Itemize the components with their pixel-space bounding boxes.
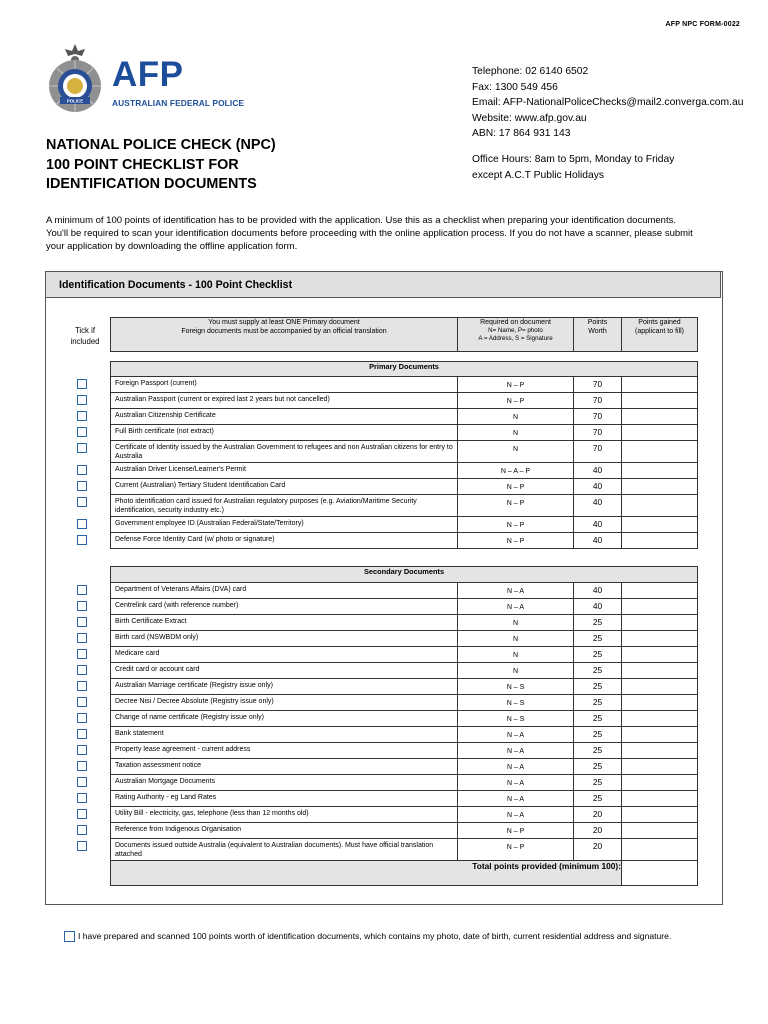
points-gained-field[interactable] bbox=[622, 409, 698, 425]
points-gained-field[interactable] bbox=[622, 711, 698, 727]
document-name: Australian Marriage certificate (Registry issue only) bbox=[111, 679, 458, 695]
doc-column-header bbox=[111, 318, 458, 352]
gained-col-line-1: Points gained bbox=[638, 319, 681, 326]
document-name: Decree Nisi / Decree Absolute (Registry issue only) bbox=[111, 695, 458, 711]
table-row bbox=[111, 409, 698, 425]
table-row bbox=[111, 823, 698, 839]
points-worth: 20 bbox=[574, 807, 622, 823]
required-fields: N – P bbox=[458, 377, 574, 393]
points-col-line-1: Points bbox=[587, 319, 608, 326]
points-worth: 25 bbox=[574, 631, 622, 647]
document-name: Foreign Passport (current) bbox=[111, 377, 458, 393]
required-fields: N – A – P bbox=[458, 463, 574, 479]
tick-checkbox[interactable] bbox=[77, 585, 87, 595]
required-fields: N – A bbox=[458, 727, 574, 743]
tick-checkbox[interactable] bbox=[77, 681, 87, 691]
points-gained-field[interactable] bbox=[622, 599, 698, 615]
primary-documents-table bbox=[110, 361, 698, 549]
points-worth: 25 bbox=[574, 663, 622, 679]
points-worth: 40 bbox=[574, 599, 622, 615]
points-gained-field[interactable] bbox=[622, 695, 698, 711]
declaration-text: I have prepared and scanned 100 points worth of identification documents, which contains my photo, date of birth, current residential address and signature. bbox=[78, 931, 672, 941]
tick-checkbox[interactable] bbox=[77, 519, 87, 529]
document-name: Photo identification card issued for Australian regulatory purposes (e.g. Aviation/Maritime Security identification, security industry etc.) bbox=[111, 495, 458, 517]
required-fields: N – A bbox=[458, 807, 574, 823]
points-gained-field[interactable] bbox=[622, 479, 698, 495]
table-row bbox=[111, 495, 698, 517]
table-row bbox=[111, 393, 698, 409]
tick-label-1: Tick if bbox=[74, 326, 96, 335]
table-row bbox=[111, 377, 698, 393]
required-fields: N – A bbox=[458, 599, 574, 615]
tick-checkbox[interactable] bbox=[77, 481, 87, 491]
points-worth: 70 bbox=[574, 441, 622, 463]
points-worth: 25 bbox=[574, 727, 622, 743]
table-row bbox=[111, 759, 698, 775]
tick-checkbox[interactable] bbox=[77, 379, 87, 389]
points-worth: 25 bbox=[574, 791, 622, 807]
table-row bbox=[111, 517, 698, 533]
total-points-field[interactable] bbox=[622, 861, 698, 886]
tick-checkbox[interactable] bbox=[77, 617, 87, 627]
points-gained-field[interactable] bbox=[622, 807, 698, 823]
points-worth: 25 bbox=[574, 775, 622, 791]
secondary-documents-table bbox=[110, 566, 698, 886]
email: Email: AFP-NationalPoliceChecks@mail2.converga.com.au bbox=[472, 97, 744, 108]
tick-checkbox[interactable] bbox=[77, 535, 87, 545]
title-line-3: IDENTIFICATION DOCUMENTS bbox=[46, 176, 257, 192]
tick-checkbox[interactable] bbox=[77, 793, 87, 803]
office-hours bbox=[472, 152, 674, 183]
document-name: Defense Force Identity Card (w/ photo or signature) bbox=[111, 533, 458, 549]
table-row bbox=[111, 479, 698, 495]
points-worth: 25 bbox=[574, 695, 622, 711]
tick-column-label bbox=[60, 325, 110, 347]
doc-col-line-1: You must supply at least ONE Primary document bbox=[208, 319, 360, 326]
points-worth: 70 bbox=[574, 377, 622, 393]
points-worth: 40 bbox=[574, 495, 622, 517]
points-gained-field[interactable] bbox=[622, 377, 698, 393]
table-row bbox=[111, 425, 698, 441]
points-gained-field[interactable] bbox=[622, 759, 698, 775]
document-name: Birth Certificate Extract bbox=[111, 615, 458, 631]
table-row bbox=[111, 727, 698, 743]
points-gained-field[interactable] bbox=[622, 727, 698, 743]
tick-checkbox[interactable] bbox=[77, 825, 87, 835]
document-name: Centrelink card (with reference number) bbox=[111, 599, 458, 615]
document-name: Government employee ID (Australian Federal/State/Territory) bbox=[111, 517, 458, 533]
required-fields: N bbox=[458, 441, 574, 463]
required-fields: N – A bbox=[458, 759, 574, 775]
document-name: Australian Passport (current or expired last 2 years but not cancelled) bbox=[111, 393, 458, 409]
points-gained-field[interactable] bbox=[622, 663, 698, 679]
tick-checkbox[interactable] bbox=[77, 427, 87, 437]
points-col-line-2: Worth bbox=[588, 328, 607, 335]
doc-col-line-2: Foreign documents must be accompanied by an official translation bbox=[181, 328, 387, 335]
document-name: Documents issued outside Australia (equivalent to Australian documents). Must have official translation attached bbox=[111, 839, 458, 861]
tick-checkbox[interactable] bbox=[77, 841, 87, 851]
tick-label-2: included bbox=[70, 337, 100, 346]
abn: ABN: 17 864 931 143 bbox=[472, 128, 571, 139]
required-fields: N bbox=[458, 631, 574, 647]
table-row bbox=[111, 679, 698, 695]
table-row bbox=[111, 775, 698, 791]
points-worth: 70 bbox=[574, 409, 622, 425]
required-fields: N – P bbox=[458, 479, 574, 495]
required-fields: N – P bbox=[458, 839, 574, 861]
points-worth: 25 bbox=[574, 679, 622, 695]
points-gained-field[interactable] bbox=[622, 743, 698, 759]
points-gained-field[interactable] bbox=[622, 441, 698, 463]
required-fields: N bbox=[458, 615, 574, 631]
logo-abbrev: AFP bbox=[112, 55, 184, 94]
tick-checkbox[interactable] bbox=[77, 761, 87, 771]
required-fields: N bbox=[458, 663, 574, 679]
points-worth: 40 bbox=[574, 517, 622, 533]
table-row bbox=[111, 695, 698, 711]
document-name: Current (Australian) Tertiary Student Identification Card bbox=[111, 479, 458, 495]
document-name: Credit card or account card bbox=[111, 663, 458, 679]
table-row bbox=[111, 839, 698, 861]
table-row bbox=[111, 807, 698, 823]
tick-checkbox[interactable] bbox=[77, 745, 87, 755]
tick-checkbox[interactable] bbox=[77, 729, 87, 739]
table-row bbox=[111, 791, 698, 807]
points-column-header bbox=[574, 318, 622, 352]
office-hours-line-2: except A.C.T Public Holidays bbox=[472, 169, 605, 181]
document-name: Australian Mortgage Documents bbox=[111, 775, 458, 791]
tick-checkbox[interactable] bbox=[77, 497, 87, 507]
table-row bbox=[111, 599, 698, 615]
table-row bbox=[111, 711, 698, 727]
required-column-header bbox=[458, 318, 574, 352]
office-hours-line-1: Office Hours: 8am to 5pm, Monday to Friday bbox=[472, 154, 675, 165]
declaration-checkbox[interactable] bbox=[64, 931, 75, 942]
table-row bbox=[111, 743, 698, 759]
required-fields: N – A bbox=[458, 775, 574, 791]
contact-block bbox=[472, 64, 743, 142]
table-row bbox=[111, 463, 698, 479]
intro-line-3: your application by downloading the offline application form. bbox=[46, 241, 298, 252]
required-fields: N – P bbox=[458, 517, 574, 533]
table-row bbox=[111, 615, 698, 631]
points-gained-field[interactable] bbox=[622, 775, 698, 791]
required-fields: N – P bbox=[458, 823, 574, 839]
document-name: Bank statement bbox=[111, 727, 458, 743]
primary-section-heading: Primary Documents bbox=[111, 362, 698, 377]
points-gained-field[interactable] bbox=[622, 463, 698, 479]
checklist-heading: Identification Documents - 100 Point Checklist bbox=[59, 279, 293, 291]
secondary-section-heading: Secondary Documents bbox=[111, 567, 698, 583]
points-worth: 20 bbox=[574, 823, 622, 839]
page-title bbox=[46, 136, 276, 195]
document-name: Reference from Indigenous Organisation bbox=[111, 823, 458, 839]
form-code: AFP NPC FORM-0022 bbox=[665, 21, 740, 28]
required-fields: N bbox=[458, 647, 574, 663]
table-row bbox=[111, 441, 698, 463]
title-line-1: NATIONAL POLICE CHECK (NPC) bbox=[46, 137, 276, 153]
points-gained-field[interactable] bbox=[622, 679, 698, 695]
document-name: Department of Veterans Affairs (DVA) card bbox=[111, 583, 458, 599]
points-gained-field[interactable] bbox=[622, 615, 698, 631]
document-name: Medicare card bbox=[111, 647, 458, 663]
document-name: Certificate of Identity issued by the Australian Government to refugees and non Australian citizens for entry to Australia bbox=[111, 441, 458, 463]
logo-name: AUSTRALIAN FEDERAL POLICE bbox=[112, 98, 245, 108]
required-fields: N – P bbox=[458, 533, 574, 549]
column-header-table bbox=[110, 317, 698, 352]
points-gained-field[interactable] bbox=[622, 495, 698, 517]
tick-checkbox[interactable] bbox=[77, 697, 87, 707]
title-line-2: 100 POINT CHECKLIST FOR bbox=[46, 156, 239, 173]
gained-col-line-2: (applicant to fill) bbox=[634, 328, 685, 335]
tick-checkbox[interactable] bbox=[77, 633, 87, 643]
points-worth: 20 bbox=[574, 839, 622, 861]
required-fields: N – S bbox=[458, 711, 574, 727]
document-name: Property lease agreement - current address bbox=[111, 743, 458, 759]
points-worth: 40 bbox=[574, 533, 622, 549]
points-gained-field[interactable] bbox=[622, 517, 698, 533]
points-worth: 25 bbox=[574, 615, 622, 631]
points-gained-field[interactable] bbox=[622, 425, 698, 441]
req-col-line-1: Required on document bbox=[480, 319, 551, 326]
document-name: Taxation assessment notice bbox=[111, 759, 458, 775]
tick-checkbox[interactable] bbox=[77, 601, 87, 611]
points-gained-field[interactable] bbox=[622, 631, 698, 647]
intro-paragraph bbox=[46, 214, 726, 253]
points-gained-field[interactable] bbox=[622, 839, 698, 861]
points-gained-field[interactable] bbox=[622, 393, 698, 409]
telephone: Telephone: 02 6140 6502 bbox=[472, 66, 589, 77]
document-name: Utility Bill - electricity, gas, telephone (less than 12 months old) bbox=[111, 807, 458, 823]
table-row bbox=[111, 647, 698, 663]
total-label: Total points provided (minimum 100): bbox=[111, 861, 622, 886]
required-fields: N bbox=[458, 425, 574, 441]
required-fields: N – P bbox=[458, 393, 574, 409]
points-worth: 70 bbox=[574, 393, 622, 409]
document-name: Rating Authority - eg Land Rates bbox=[111, 791, 458, 807]
document-name: Birth card (NSWBDM only) bbox=[111, 631, 458, 647]
checklist-heading-bar bbox=[45, 271, 721, 298]
crest-banner: POLICE bbox=[66, 98, 84, 104]
required-fields: N – S bbox=[458, 679, 574, 695]
fax: Fax: 1300 549 456 bbox=[472, 81, 558, 93]
required-fields: N – A bbox=[458, 791, 574, 807]
table-row bbox=[111, 663, 698, 679]
intro-line-2: You'll be required to scan your identification documents before proceeding with the online application process. If you do not have a scanner, please submit bbox=[46, 228, 693, 239]
tick-checkbox[interactable] bbox=[77, 777, 87, 787]
points-worth: 40 bbox=[574, 463, 622, 479]
tick-checkbox[interactable] bbox=[77, 665, 87, 675]
tick-checkbox[interactable] bbox=[77, 465, 87, 475]
req-col-line-2: N= Name, P= photo bbox=[488, 327, 543, 334]
points-gained-field[interactable] bbox=[622, 791, 698, 807]
afp-crest-icon bbox=[44, 42, 106, 114]
required-fields: N – A bbox=[458, 743, 574, 759]
table-row bbox=[111, 533, 698, 549]
tick-checkbox[interactable] bbox=[77, 395, 87, 405]
document-name: Full Birth certificate (not extract) bbox=[111, 425, 458, 441]
gained-column-header bbox=[622, 318, 698, 352]
tick-checkbox[interactable] bbox=[77, 443, 87, 453]
points-worth: 40 bbox=[574, 479, 622, 495]
document-name: Australian Driver License/Learner's Permit bbox=[111, 463, 458, 479]
tick-checkbox[interactable] bbox=[77, 411, 87, 421]
tick-checkbox[interactable] bbox=[77, 809, 87, 819]
required-fields: N – S bbox=[458, 695, 574, 711]
document-name: Australian Citizenship Certificate bbox=[111, 409, 458, 425]
document-name: Change of name certificate (Registry issue only) bbox=[111, 711, 458, 727]
tick-checkbox[interactable] bbox=[77, 649, 87, 659]
required-fields: N – A bbox=[458, 583, 574, 599]
points-worth: 25 bbox=[574, 711, 622, 727]
required-fields: N – P bbox=[458, 495, 574, 517]
table-row bbox=[111, 631, 698, 647]
points-gained-field[interactable] bbox=[622, 583, 698, 599]
points-worth: 40 bbox=[574, 583, 622, 599]
points-worth: 25 bbox=[574, 743, 622, 759]
points-worth: 25 bbox=[574, 759, 622, 775]
points-gained-field[interactable] bbox=[622, 647, 698, 663]
points-worth: 70 bbox=[574, 425, 622, 441]
tick-checkbox[interactable] bbox=[77, 713, 87, 723]
total-row bbox=[111, 861, 698, 886]
points-worth: 25 bbox=[574, 647, 622, 663]
points-gained-field[interactable] bbox=[622, 533, 698, 549]
intro-line-1: A minimum of 100 points of identification has to be provided with the application. Use this as a checklist when preparing your identification documents. bbox=[46, 215, 676, 226]
required-fields: N bbox=[458, 409, 574, 425]
website: Website: www.afp.gov.au bbox=[472, 112, 587, 124]
points-gained-field[interactable] bbox=[622, 823, 698, 839]
table-row bbox=[111, 583, 698, 599]
req-col-line-3: A = Address, S = Signature bbox=[478, 334, 553, 342]
